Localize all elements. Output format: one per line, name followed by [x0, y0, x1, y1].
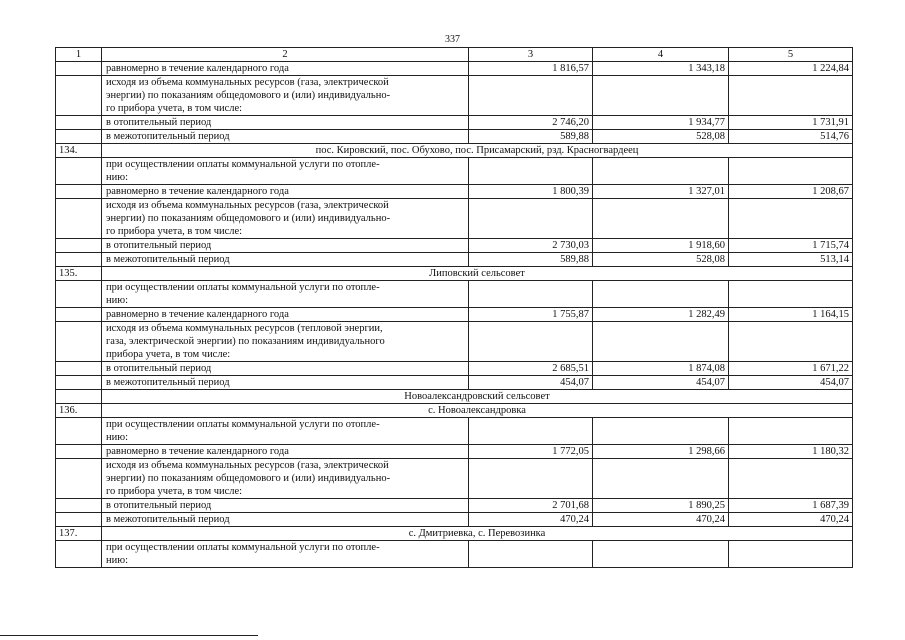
footnote-divider: [0, 635, 258, 636]
table-row: [56, 116, 853, 130]
value-cell-col5: 1 164,15: [729, 308, 853, 322]
table-row: [56, 513, 853, 527]
value-cell-col3: 1 816,57: [469, 62, 593, 76]
description-cell: в межотопительный период: [102, 513, 469, 527]
description-cell: в отопительный период: [102, 499, 469, 513]
value-cell-col3: 2 701,68: [469, 499, 593, 513]
value-cell-col4: 1 282,49: [593, 308, 729, 322]
description-cell: в межотопительный период: [102, 376, 469, 390]
description-cell: при осуществлении оплаты коммунальной услуги по отопле- нию:: [102, 281, 469, 308]
header-cell-4: 4: [593, 48, 729, 62]
tariff-table: [55, 47, 853, 568]
value-cell-col5: 514,76: [729, 130, 853, 144]
table-row: [56, 527, 853, 541]
value-cell-col5: 1 180,32: [729, 445, 853, 459]
header-cell-5: 5: [729, 48, 853, 62]
row-number-cell: [56, 185, 102, 199]
description-cell: исходя из объема коммунальных ресурсов (тепловой энергии, газа, электрической энергии) по показаниям индивидуального прибора учета, в том числе:: [102, 322, 469, 362]
table-row: [56, 404, 853, 418]
row-number-cell: [56, 76, 102, 116]
table-row: [56, 239, 853, 253]
value-cell-col3: 1 755,87: [469, 308, 593, 322]
description-cell: в отопительный период: [102, 239, 469, 253]
value-cell-col5: 1 208,67: [729, 185, 853, 199]
value-cell-col5: 1 715,74: [729, 239, 853, 253]
row-number-cell: [56, 513, 102, 527]
row-number-cell: [56, 253, 102, 267]
table-row: [56, 158, 853, 185]
description-cell: в межотопительный период: [102, 253, 469, 267]
value-cell-col4: 528,08: [593, 130, 729, 144]
description-cell: равномерно в течение календарного года: [102, 445, 469, 459]
value-cell-empty: [729, 158, 853, 185]
row-number-cell: [56, 362, 102, 376]
row-number-cell: [56, 199, 102, 239]
value-cell-empty: [593, 459, 729, 499]
value-cell-empty: [593, 322, 729, 362]
description-cell: равномерно в течение календарного года: [102, 308, 469, 322]
value-cell-col3: 454,07: [469, 376, 593, 390]
table-row: [56, 267, 853, 281]
page-number: 337: [445, 34, 460, 45]
value-cell-empty: [593, 281, 729, 308]
value-cell-empty: [729, 281, 853, 308]
table-row: [56, 144, 853, 158]
value-cell-empty: [469, 281, 593, 308]
table-row: [56, 199, 853, 239]
value-cell-col4: 1 298,66: [593, 445, 729, 459]
value-cell-col3: 1 800,39: [469, 185, 593, 199]
row-number-cell: [56, 308, 102, 322]
value-cell-empty: [729, 541, 853, 568]
table-row: [56, 390, 853, 404]
row-number-cell: [56, 541, 102, 568]
table-row: [56, 253, 853, 267]
row-number-cell: [56, 239, 102, 253]
value-cell-empty: [469, 158, 593, 185]
row-number-cell: [56, 459, 102, 499]
description-cell: в отопительный период: [102, 116, 469, 130]
value-cell-col4: 1 327,01: [593, 185, 729, 199]
table-row: [56, 322, 853, 362]
value-cell-empty: [729, 459, 853, 499]
row-number-cell: [56, 116, 102, 130]
table-row: [56, 76, 853, 116]
value-cell-empty: [593, 199, 729, 239]
row-number-cell: 134.: [56, 144, 102, 158]
value-cell-empty: [469, 418, 593, 445]
row-number-cell: [56, 418, 102, 445]
table-row: [56, 541, 853, 568]
value-cell-col3: 589,88: [469, 130, 593, 144]
value-cell-col4: 454,07: [593, 376, 729, 390]
description-cell: при осуществлении оплаты коммунальной услуги по отопле- нию:: [102, 418, 469, 445]
value-cell-empty: [729, 322, 853, 362]
row-number-cell: [56, 62, 102, 76]
header-cell-2: 2: [102, 48, 469, 62]
value-cell-empty: [729, 76, 853, 116]
value-cell-col5: 1 731,91: [729, 116, 853, 130]
row-number-cell: [56, 445, 102, 459]
value-cell-col3: 1 772,05: [469, 445, 593, 459]
description-cell: исходя из объема коммунальных ресурсов (газа, электрической энергии) по показаниям общедомового и (или) индивидуально- го прибора учета, в том числе:: [102, 459, 469, 499]
table-row: [56, 62, 853, 76]
value-cell-col3: 2 730,03: [469, 239, 593, 253]
table-row: [56, 130, 853, 144]
value-cell-col5: 470,24: [729, 513, 853, 527]
description-cell: равномерно в течение календарного года: [102, 62, 469, 76]
value-cell-col5: 513,14: [729, 253, 853, 267]
table-row: [56, 418, 853, 445]
row-number-cell: [56, 390, 102, 404]
value-cell-col3: 470,24: [469, 513, 593, 527]
table-row: [56, 459, 853, 499]
value-cell-empty: [729, 418, 853, 445]
value-cell-empty: [469, 76, 593, 116]
description-cell: исходя из объема коммунальных ресурсов (газа, электрической энергии) по показаниям общедомового и (или) индивидуально- го прибора учета, в том числе:: [102, 199, 469, 239]
row-number-cell: [56, 376, 102, 390]
row-number-cell: [56, 158, 102, 185]
value-cell-col4: 1 934,77: [593, 116, 729, 130]
value-cell-col4: 528,08: [593, 253, 729, 267]
row-number-cell: [56, 130, 102, 144]
table-row: [56, 281, 853, 308]
row-number-cell: [56, 322, 102, 362]
value-cell-col4: 470,24: [593, 513, 729, 527]
description-cell: при осуществлении оплаты коммунальной услуги по отопле- нию:: [102, 541, 469, 568]
table-row: [56, 376, 853, 390]
row-number-cell: 135.: [56, 267, 102, 281]
value-cell-col4: 1 890,25: [593, 499, 729, 513]
value-cell-col3: 2 685,51: [469, 362, 593, 376]
description-cell: равномерно в течение календарного года: [102, 185, 469, 199]
section-title-cell: Липовский сельсовет: [102, 267, 853, 281]
value-cell-empty: [593, 541, 729, 568]
value-cell-col5: 1 224,84: [729, 62, 853, 76]
value-cell-col4: 1 343,18: [593, 62, 729, 76]
value-cell-empty: [469, 322, 593, 362]
table-body: [56, 62, 853, 568]
table-header-row: [56, 48, 853, 62]
description-cell: исходя из объема коммунальных ресурсов (газа, электрической энергии) по показаниям общедомового и (или) индивидуально- го прибора учета, в том числе:: [102, 76, 469, 116]
value-cell-empty: [469, 541, 593, 568]
value-cell-empty: [593, 158, 729, 185]
row-number-cell: 136.: [56, 404, 102, 418]
value-cell-empty: [593, 418, 729, 445]
section-title-cell: пос. Кировский, пос. Обухово, пос. Присамарский, рзд. Красногвардеец: [102, 144, 853, 158]
table-row: [56, 362, 853, 376]
value-cell-empty: [593, 76, 729, 116]
description-cell: при осуществлении оплаты коммунальной услуги по отопле- нию:: [102, 158, 469, 185]
value-cell-col5: 1 687,39: [729, 499, 853, 513]
row-number-cell: [56, 499, 102, 513]
section-title-cell: с. Дмитриевка, с. Перевозинка: [102, 527, 853, 541]
description-cell: в межотопительный период: [102, 130, 469, 144]
description-cell: в отопительный период: [102, 362, 469, 376]
value-cell-empty: [469, 459, 593, 499]
table-row: [56, 499, 853, 513]
section-title-cell: Новоалександровский сельсовет: [102, 390, 853, 404]
value-cell-col5: 1 671,22: [729, 362, 853, 376]
value-cell-empty: [469, 199, 593, 239]
value-cell-empty: [729, 199, 853, 239]
table-row: [56, 185, 853, 199]
row-number-cell: [56, 281, 102, 308]
table-row: [56, 445, 853, 459]
row-number-cell: 137.: [56, 527, 102, 541]
header-cell-1: 1: [56, 48, 102, 62]
value-cell-col3: 2 746,20: [469, 116, 593, 130]
header-cell-3: 3: [469, 48, 593, 62]
value-cell-col5: 454,07: [729, 376, 853, 390]
table-row: [56, 308, 853, 322]
value-cell-col4: 1 874,08: [593, 362, 729, 376]
value-cell-col4: 1 918,60: [593, 239, 729, 253]
value-cell-col3: 589,88: [469, 253, 593, 267]
section-title-cell: с. Новоалександровка: [102, 404, 853, 418]
